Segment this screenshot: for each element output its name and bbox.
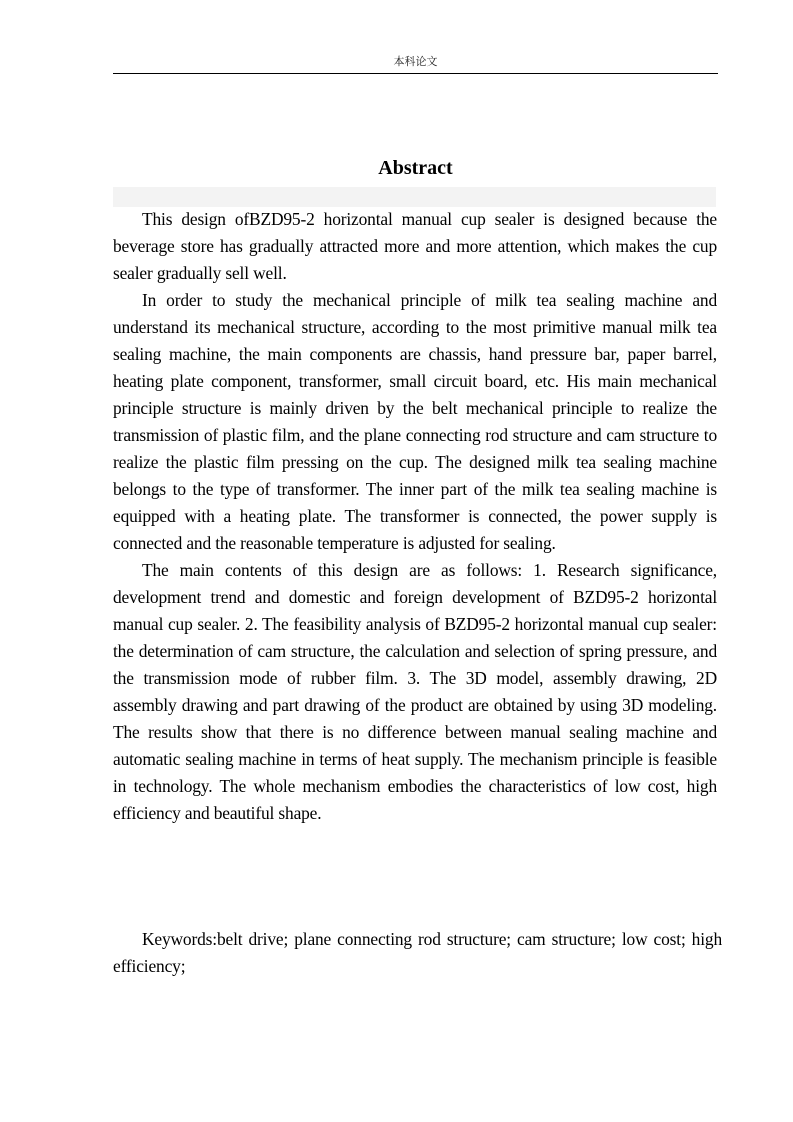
abstract-paragraph-2: In order to study the mechanical principle of milk tea sealing machine and understand its mechanical structure, according to the most primitive manual milk tea sealing machine, the main components are chassis, hand pressure bar, paper barrel, heating plate component, transformer, small circuit board, etc. His main mechanical principle structure is mainly driven by the belt mechanical principle to realize the transmission of plastic film, and the plane connecting rod structure and cam structure to realize the plastic film pressing on the cup. The designed milk tea sealing machine belongs to the type of transformer. The inner part of the milk tea sealing machine is equipped with a heating plate. The transformer is connected, the power supply is connected and the reasonable temperature is adjusted for sealing.: [113, 290, 717, 553]
keywords: Keywords:belt drive; plane connecting rod structure; cam structure; low cost; high efficiency;: [113, 929, 722, 976]
shaded-band: [113, 187, 716, 207]
abstract-paragraph-3: The main contents of this design are as follows: 1. Research significance, development trend and domestic and foreign development of BZD95-2 horizontal manual cup sealer. 2. The feasibility analysis of BZD95-2 horizontal manual cup sealer: the determination of cam structure, the calculation and selection of spring pressure, and the transmission mode of rubber film. 3. The 3D model, assembly drawing, 2D assembly drawing and part drawing of the product are obtained by using 3D modeling. The results show that there is no difference between manual sealing machine and automatic sealing machine in terms of heat supply. The mechanism principle is feasible in technology. The whole mechanism embodies the characteristics of low cost, high efficiency and beautiful shape.: [113, 560, 717, 823]
abstract-body: [113, 206, 717, 827]
header-rule: [113, 73, 718, 74]
running-header: 本科论文: [393, 55, 438, 68]
abstract-title: Abstract: [378, 157, 453, 179]
abstract-paragraph-1: This design ofBZD95-2 horizontal manual cup sealer is designed because the beverage store has gradually attracted more and more attention, which makes the cup sealer gradually sell well.: [113, 209, 717, 283]
